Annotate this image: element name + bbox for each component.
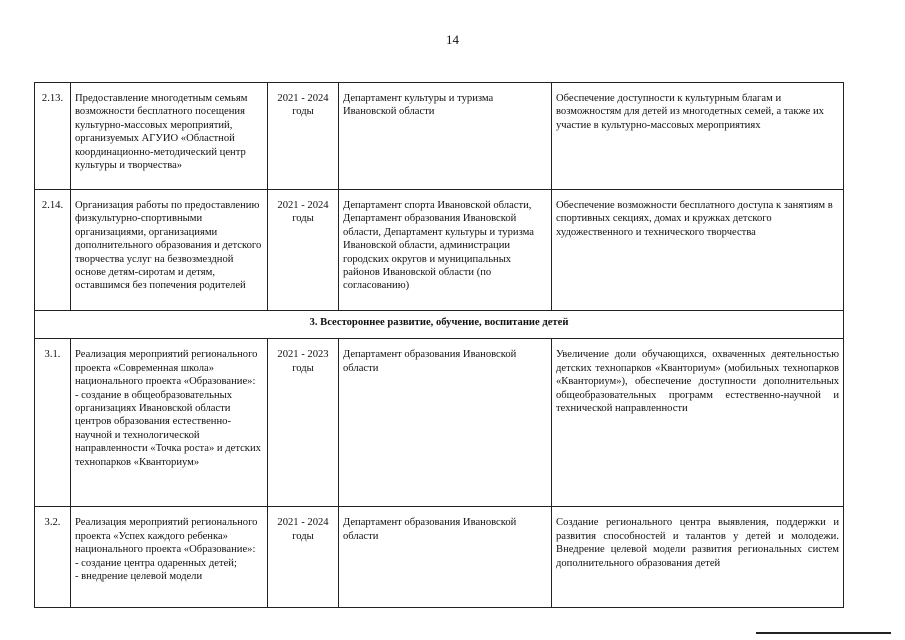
years-unit: годы: [292, 530, 314, 542]
result-cell: Обеспечение возможности бесплатного доступа к занятиям в спортивных секциях, домах и кружках детского художественного и технического творчества: [552, 190, 844, 311]
activity-intro: Реализация мероприятий регионального проекта «Успех каждого ребенка» национального проекта «Образование»:: [75, 517, 258, 556]
result-cell: Увеличение доли обучающихся, охваченных деятельностью детских технопарков «Кванториум» (мобильных технопарков «Кванториум»), обеспечение доступности дополнительных общеобразовательных программ естественно-научной и технической направленности: [552, 339, 844, 507]
activity-cell: Предоставление многодетным семьям возможности бесплатного посещения культурно-массовых мероприятий, организуемых АГУИО «Областной координационно-методический центр культуры и творчества»: [71, 83, 268, 190]
years-unit: годы: [292, 213, 314, 225]
years-cell: [268, 339, 339, 507]
table-row: [35, 507, 844, 608]
years-unit: годы: [292, 362, 314, 374]
executor-cell: Департамент спорта Ивановской области, Департамент образования Ивановской области, Департамент культуры и туризма Ивановской области, администрации городских округов и муниципальных районов Ивановской области (по согласованию): [339, 190, 552, 311]
activity-item: - внедрение целевой модели: [75, 571, 203, 583]
years-range: 2021 - 2023: [277, 349, 329, 361]
years-unit: годы: [292, 106, 314, 118]
result-cell: Создание регионального центра выявления, поддержки и развития способностей и талантов у детей и молодежи. Внедрение целевой модели развития региональных систем дополнительного образования детей: [552, 507, 844, 608]
years-range: 2021 - 2024: [277, 200, 329, 211]
row-number: 2.14.: [35, 190, 71, 311]
table-row: [35, 339, 844, 507]
table-row: [35, 190, 844, 311]
executor-cell: Департамент образования Ивановской области: [339, 507, 552, 608]
activity-cell: [71, 507, 268, 608]
measures-table: [34, 82, 844, 608]
row-number: 2.13.: [35, 83, 71, 190]
activity-intro: Реализация мероприятий регионального проекта «Современная школа» национального проекта «Образование»:: [75, 349, 258, 388]
result-cell: Обеспечение доступности к культурным благам и возможностям для детей из многодетных семей, а также их участие в культурно-массовых мероприятиях: [552, 83, 844, 190]
activity-item: - создание центра одаренных детей;: [75, 557, 237, 569]
row-number: 3.2.: [35, 507, 71, 608]
years-cell: [268, 507, 339, 608]
bottom-rule: [756, 632, 891, 634]
activity-item: - создание в общеобразовательных организациях Ивановской области центров образования естественно-научной и технологической направленности «Точка роста» и детских технопарков «Кванториум»: [75, 389, 261, 468]
years-cell: [268, 83, 339, 190]
executor-cell: Департамент образования Ивановской области: [339, 339, 552, 507]
activity-cell: [71, 339, 268, 507]
years-cell: [268, 190, 339, 311]
section-row: [35, 311, 844, 339]
page-number: 14: [446, 32, 459, 47]
table-row: [35, 83, 844, 190]
years-range: 2021 - 2024: [277, 517, 329, 529]
years-range: 2021 - 2024: [277, 93, 329, 104]
activity-cell: Организация работы по предоставлению физкультурно-спортивными организациями, организациями дополнительного образования и детского творчества услуг на безвозмездной основе детям-сиротам и детям, оставшимся без попечения родителей: [71, 190, 268, 311]
row-number: 3.1.: [35, 339, 71, 507]
executor-cell: Департамент культуры и туризма Ивановской области: [339, 83, 552, 190]
section-heading: 3. Всестороннее развитие, обучение, воспитание детей: [35, 311, 844, 339]
